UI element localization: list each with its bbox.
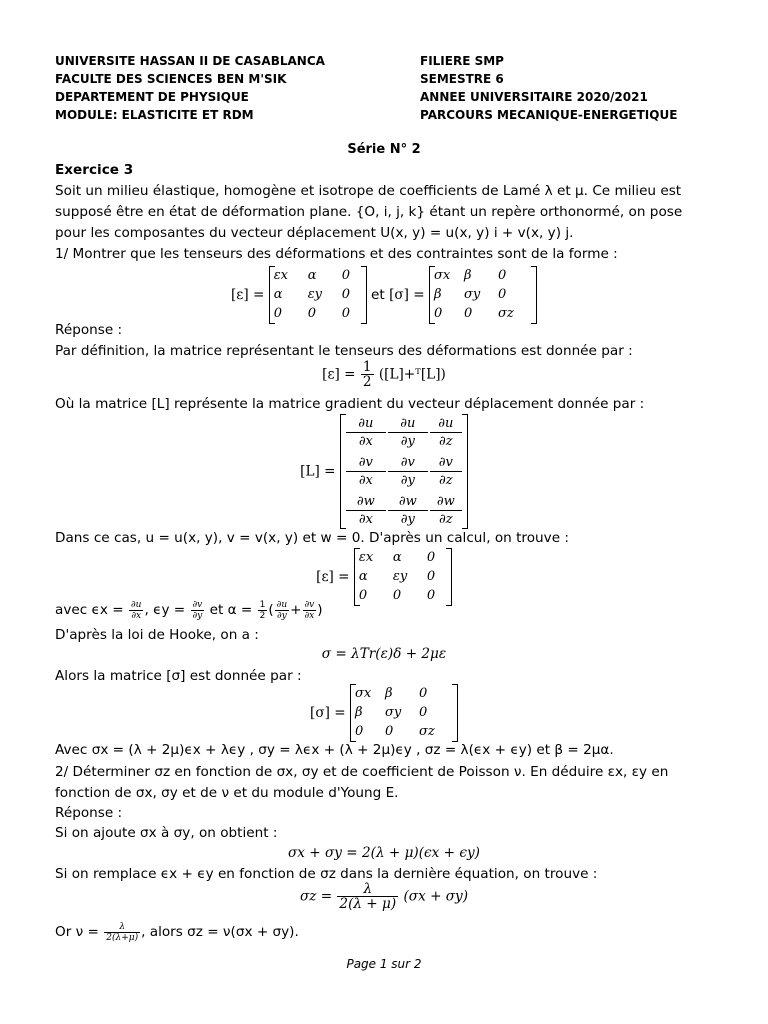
fraction-numerator: ∂v: [430, 454, 462, 472]
strain-matrix-result: [354, 548, 452, 606]
matrix-cell: σx: [354, 686, 372, 701]
paren-open: (: [268, 602, 274, 618]
page-footer: Page 1 sur 2: [346, 957, 422, 971]
matrix-cell: εx: [273, 268, 289, 283]
case-line: Dans ce cas, u = u(x, y), v = v(x, y) et w = 0. D'après un calcul, on trouve :: [55, 530, 569, 546]
fraction-one-half: [361, 360, 374, 389]
fraction-numerator: 1: [259, 599, 266, 610]
matrix-cell: 0: [354, 724, 364, 739]
paren-close: ): [317, 602, 323, 618]
answer-2-label: Réponse :: [55, 805, 123, 821]
matrix-cell: 0: [358, 588, 368, 603]
matrix-cell: 0: [434, 306, 443, 321]
fraction: [303, 600, 317, 621]
fraction-denominator: 2(λ + μ): [339, 896, 397, 912]
header-filiere: FILIERE SMP: [420, 54, 504, 68]
question-1: 1/ Montrer que les tenseurs des déformations et des contraintes sont de la forme :: [55, 246, 618, 262]
eps-label: [ε] =: [231, 287, 265, 303]
partial-derivative: [388, 493, 428, 528]
matrix-cell: σy: [384, 705, 402, 720]
fraction: [191, 600, 205, 621]
header-department: DEPARTEMENT DE PHYSIQUE: [55, 90, 249, 104]
separator: et α =: [209, 602, 253, 618]
equation-strain-def: [0, 360, 768, 389]
fraction-denominator: ∂y: [400, 434, 415, 449]
et-connector: et: [371, 287, 385, 303]
fraction-denominator: 2: [362, 374, 372, 390]
header-semester: SEMESTRE 6: [420, 72, 504, 86]
L-label: [L] =: [300, 463, 336, 480]
matrix-cell: εy: [392, 569, 408, 584]
matrix-cell: 0: [418, 705, 428, 720]
matrix-cell: 0: [341, 306, 350, 321]
separator: , ϵy =: [144, 602, 186, 618]
fraction-denominator: ∂x: [358, 512, 373, 527]
stress-intro: Alors la matrice [σ] est donnée par :: [55, 668, 302, 684]
matrix-cell: β: [434, 287, 442, 302]
partial-derivative: [388, 454, 428, 489]
matrix-cell: 0: [426, 569, 436, 584]
definition-line: Par définition, la matrice représentant le tenseurs des déformations est donnée par :: [55, 343, 633, 359]
fraction: [129, 600, 143, 621]
fraction-denominator: ∂z: [439, 434, 453, 449]
avec-prefix: avec ϵx =: [55, 602, 124, 618]
partial-derivative: [430, 454, 462, 489]
partial-derivative: [346, 415, 386, 450]
statement-line-3: pour les composantes du vecteur déplacement U(x, y) = u(x, y) i + v(x, y) j.: [55, 225, 574, 241]
fraction-numerator: λ: [337, 882, 398, 897]
fraction-numerator: ∂u: [388, 415, 428, 433]
exercise-heading: Exercice 3: [55, 162, 134, 178]
stress-matrix: [429, 266, 537, 324]
partial-derivative: [430, 493, 462, 528]
fraction-numerator: ∂v: [192, 599, 203, 610]
sigma-z-rhs: (σx + σy): [403, 888, 469, 905]
matrix-cell: σy: [464, 287, 481, 302]
header-year: ANNEE UNIVERSITAIRE 2020/2021: [420, 90, 648, 104]
fraction-denominator: ∂y: [400, 512, 415, 527]
fraction-denominator: ∂y: [192, 610, 203, 621]
header-faculty: FACULTE DES SCIENCES BEN M'SIK: [55, 72, 287, 86]
matrix-cell: 0: [384, 724, 394, 739]
question-2-line-1: 2/ Déterminer σz en fonction de σx, σy et de coefficient de Poisson ν. En déduire εx, εy en: [55, 764, 669, 780]
fraction-numerator: ∂w: [430, 493, 462, 511]
matrix-cell: α: [358, 569, 368, 584]
matrix-cell: εy: [307, 287, 323, 302]
matrix-cell: 0: [426, 550, 436, 565]
gradient-matrix: [340, 414, 468, 529]
equation-sigma-z: [0, 882, 768, 911]
matrix-cell: 0: [307, 306, 316, 321]
fraction-denominator: ∂x: [304, 610, 315, 621]
matrix-cell: 0: [464, 306, 473, 321]
fraction-numerator: ∂v: [388, 454, 428, 472]
equation-gradient-matrix: [0, 414, 768, 529]
fraction-numerator: ∂w: [388, 493, 428, 511]
sigma-label: [σ] =: [310, 705, 346, 721]
matrix-cell: β: [354, 705, 363, 720]
sigma-z-label: σz =: [299, 888, 333, 905]
partial-derivative: [430, 415, 462, 450]
fraction-denominator: 2(λ+μ): [106, 932, 139, 943]
eps-label: [ε] =: [322, 366, 356, 383]
header-program: [420, 52, 677, 124]
equation-hooke: σ = λTr(ε)δ + 2με: [321, 646, 447, 662]
matrix-cell: α: [273, 287, 283, 302]
fraction-denominator: ∂x: [358, 434, 373, 449]
equation-sum: σx + σy = 2(λ + μ)(ϵx + ϵy): [288, 845, 480, 861]
fraction: [104, 922, 140, 943]
replace-line: Si on remplace ϵx + ϵy en fonction de σz dans la dernière équation, on trouve :: [55, 866, 598, 882]
matrix-cell: σz: [418, 724, 435, 739]
statement-line-2: supposé être en état de déformation plane. {O, i, j, k} étant un repère orthonormé, on pose: [55, 204, 683, 220]
fraction-numerator: 1: [362, 359, 372, 375]
matrix-cell: β: [464, 268, 472, 283]
matrix-cell: 0: [392, 588, 402, 603]
gradient-intro: Où la matrice [L] représente la matrice gradient du vecteur déplacement donnée par :: [55, 396, 645, 412]
stress-components-line: Avec σx = (λ + 2μ)ϵx + λϵy , σy = λϵx + (λ + 2μ)ϵy , σz = λ(ϵx + ϵy) et β = 2μα.: [55, 742, 614, 758]
matrix-cell: σz: [498, 306, 514, 321]
matrix-cell: εx: [358, 550, 374, 565]
fraction: [337, 882, 398, 911]
matrix-cell: 0: [498, 268, 507, 283]
fraction-numerator: ∂w: [346, 493, 386, 511]
strain-matrix: [269, 266, 367, 324]
fraction-denominator: ∂z: [439, 512, 453, 527]
fraction-denominator: ∂x: [131, 610, 142, 621]
strain-def-rhs: ([L]+ᵀ[L]): [378, 366, 446, 383]
header-institution: [55, 52, 325, 124]
matrix-cell: 0: [498, 287, 507, 302]
fraction-numerator: ∂u: [276, 599, 288, 610]
fraction-numerator: ∂u: [130, 599, 142, 610]
matrix-cell: 0: [341, 287, 350, 302]
header-module: MODULE: ELASTICITE ET RDM: [55, 108, 254, 122]
matrix-cell: 0: [418, 686, 428, 701]
sigma-label: [σ] =: [389, 287, 425, 303]
fraction-denominator: ∂y: [277, 610, 287, 621]
plus-sign: +: [290, 602, 302, 618]
answer-1-label: Réponse :: [55, 322, 123, 338]
header-university: UNIVERSITE HASSAN II DE CASABLANCA: [55, 54, 325, 68]
matrix-cell: α: [307, 268, 317, 283]
sum-intro: Si on ajoute σx à σy, on obtient :: [55, 825, 278, 841]
fraction-denominator: 2: [259, 610, 266, 621]
fraction-denominator: ∂x: [358, 473, 373, 488]
matrix-cell: σx: [434, 268, 451, 283]
or-prefix: Or ν =: [55, 924, 104, 940]
strain-components-line: [55, 599, 718, 621]
fraction: [275, 600, 289, 621]
partial-derivative: [346, 493, 386, 528]
statement-line-1: Soit un milieu élastique, homogène et isotrope de coefficients de Lamé λ et μ. Ce milieu est: [55, 183, 682, 199]
poisson-line: [55, 921, 718, 943]
fraction-numerator: ∂v: [346, 454, 386, 472]
matrix-cell: α: [392, 550, 402, 565]
partial-derivative: [388, 415, 428, 450]
fraction-numerator: ∂u: [430, 415, 462, 433]
question-2-line-2: fonction de σx, σy et de ν et du module d'Young E.: [55, 785, 399, 801]
matrix-cell: 0: [341, 268, 350, 283]
header-track: PARCOURS MECANIQUE-ENERGETIQUE: [420, 108, 678, 122]
fraction-numerator: ∂v: [304, 599, 315, 610]
fraction: [258, 600, 268, 621]
or-suffix: , alors σz = ν(σx + σy).: [141, 924, 299, 940]
fraction-numerator: λ: [104, 922, 140, 933]
matrix-cell: 0: [273, 306, 282, 321]
partial-derivative: [346, 454, 386, 489]
stress-matrix-result: [350, 684, 458, 742]
eps-label: [ε] =: [316, 569, 350, 585]
equation-tensor-forms: [0, 266, 768, 324]
fraction-denominator: ∂y: [400, 473, 415, 488]
series-title: Série N° 2: [347, 142, 421, 157]
fraction-denominator: ∂z: [439, 473, 453, 488]
equation-stress-result: [0, 684, 768, 742]
fraction-numerator: ∂u: [346, 415, 386, 433]
hooke-intro: D'après la loi de Hooke, on a :: [55, 627, 259, 643]
equation-strain-result: [0, 548, 768, 606]
matrix-cell: 0: [426, 588, 436, 603]
matrix-cell: β: [384, 686, 393, 701]
